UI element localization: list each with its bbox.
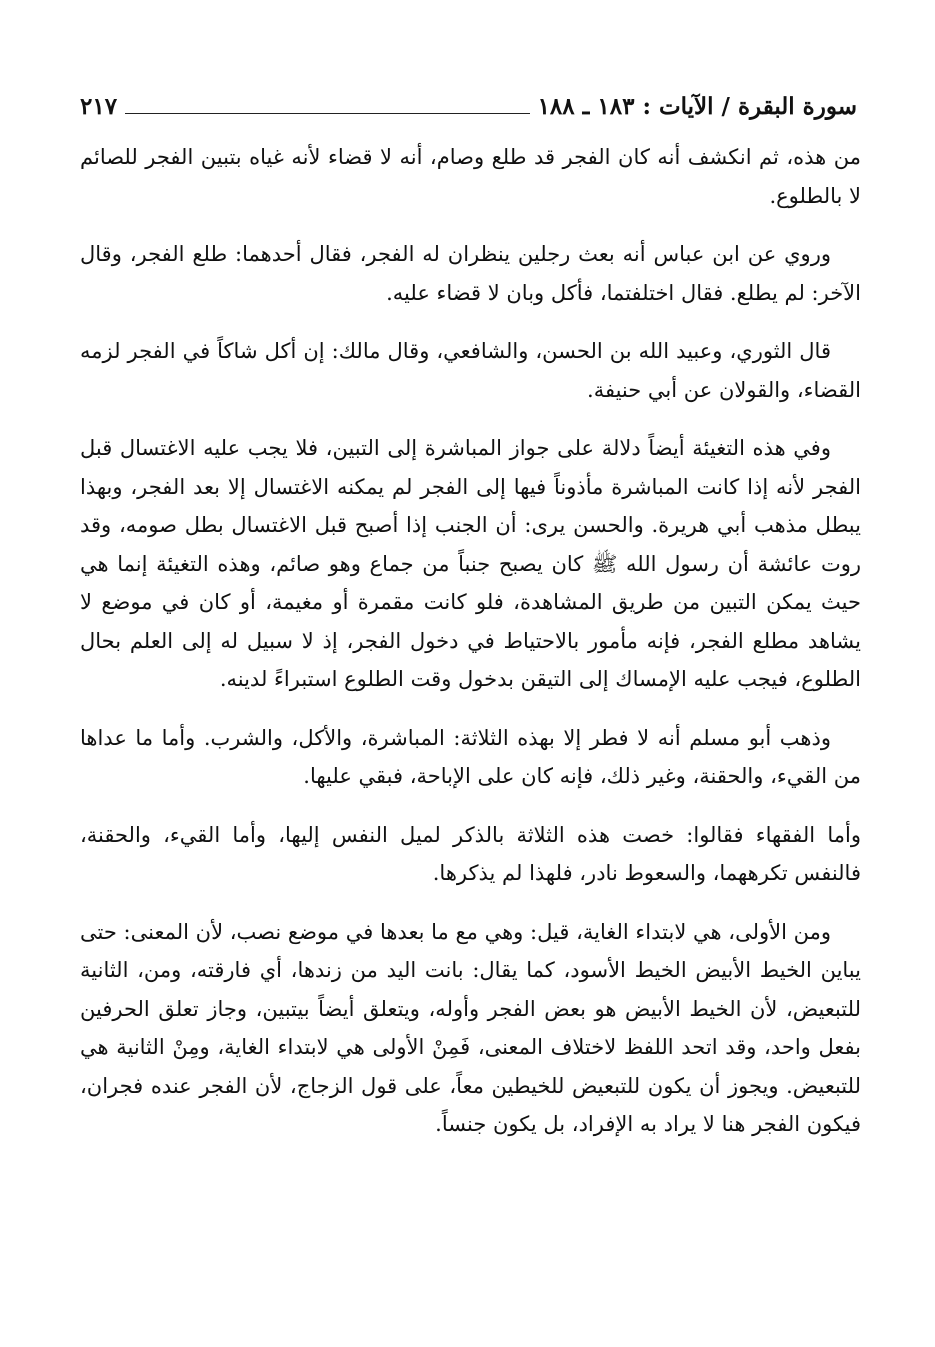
running-header [80,82,857,122]
paragraph: وفي هذه التغيئة أيضاً دلالة على جواز المباشرة إلى التبين، فلا يجب عليه الاغتسال قبل الفجر لأنه إذا كانت المباشرة مأذوناً فيها إلى الفجر لم يمكنه الاغتسال إلا بعد الفجر، وبهذا يبطل مذهب أبي هريرة. والحسن يرى: أن الجنب إذا أصبح قبل الاغتسال بطل صومه، وقد روت عائشة أن رسول الله ﷺ كان يصبح جنباً من جماع وهو صائم، وهذه التغيئة إنما هي حيث يمكن التبين من طريق المشاهدة، فلو كانت مقمرة أو مغيمة، أو كان في موضع لا يشاهد مطلع الفجر، فإنه مأمور بالاحتياط في دخول الفجر، إذ لا سبيل له إلى العلم بحال الطلوع، فيجب عليه الإمساك إلى التيقن بدخول وقت الطلوع استبراءً لدينه. [80,436,861,691]
paragraph: قال الثوري، وعبيد الله بن الحسن، والشافعي، وقال مالك: إن أكل شاكاً في الفجر لزمه القضاء، والقولان عن أبي حنيفة. [80,339,861,402]
page-number: ٢١٧ [80,93,118,120]
paragraph: وذهب أبو مسلم أنه لا فطر إلا بهذه الثلاثة: المباشرة، والأكل، والشرب. وأما ما عداها من القيء، والحقنة، وغير ذلك، فإنه كان على الإباحة، فبقي عليها. [80,725,861,788]
paragraph: وأما الفقهاء فقالوا: خصت هذه الثلاثة بالذكر لميل النفس إليها، وأما القيء، والحقنة، فالنفس تكرههما، والسعوط نادر، فلهذا لم يذكرها. [80,822,861,885]
paragraph: وروي عن ابن عباس أنه بعث رجلين ينظران له الفجر، فقال أحدهما: طلع الفجر، وقال الآخر: لم يطلع. فقال اختلفتما، فأكل وبان لا قضاء عليه. [80,242,861,305]
header-rule [125,113,530,114]
header-title: سورة البقرة / الآيات : ١٨٣ ـ ١٨٨ [537,93,857,120]
paragraph: ومن الأولى، هي لابتداء الغاية، قيل: وهي مع ما بعدها في موضع نصب، لأن المعنى: حتى يباين الخيط الأبيض الخيط الأسود، كما يقال: بانت اليد من زندها، أي فارقته، ومن، الثانية للتبعيض، لأن الخيط الأبيض هو بعض الفجر وأوله، ويتعلق أيضاً بيتبين، وجاز تعلق الحرفين بفعل واحد، وقد اتحد اللفظ لاختلاف المعنى، فَمِنْ الأولى هي لابتداء الغاية، ومِنْ الثانية هي للتبعيض. ويجوز أن يكون للتبعيض للخيطين معاً، على قول الزجاج، لأن الفجر عنده فجران، فيكون الفجر هنا لا يراد به الإفراد، بل يكون جنساً. [80,919,861,1136]
body-text [80,138,861,1144]
paragraph: من هذه، ثم انكشف أنه كان الفجر قد طلع وصام، أنه لا قضاء لأنه غياه بتبين الفجر للصائم لا بالطلوع. [80,145,861,208]
